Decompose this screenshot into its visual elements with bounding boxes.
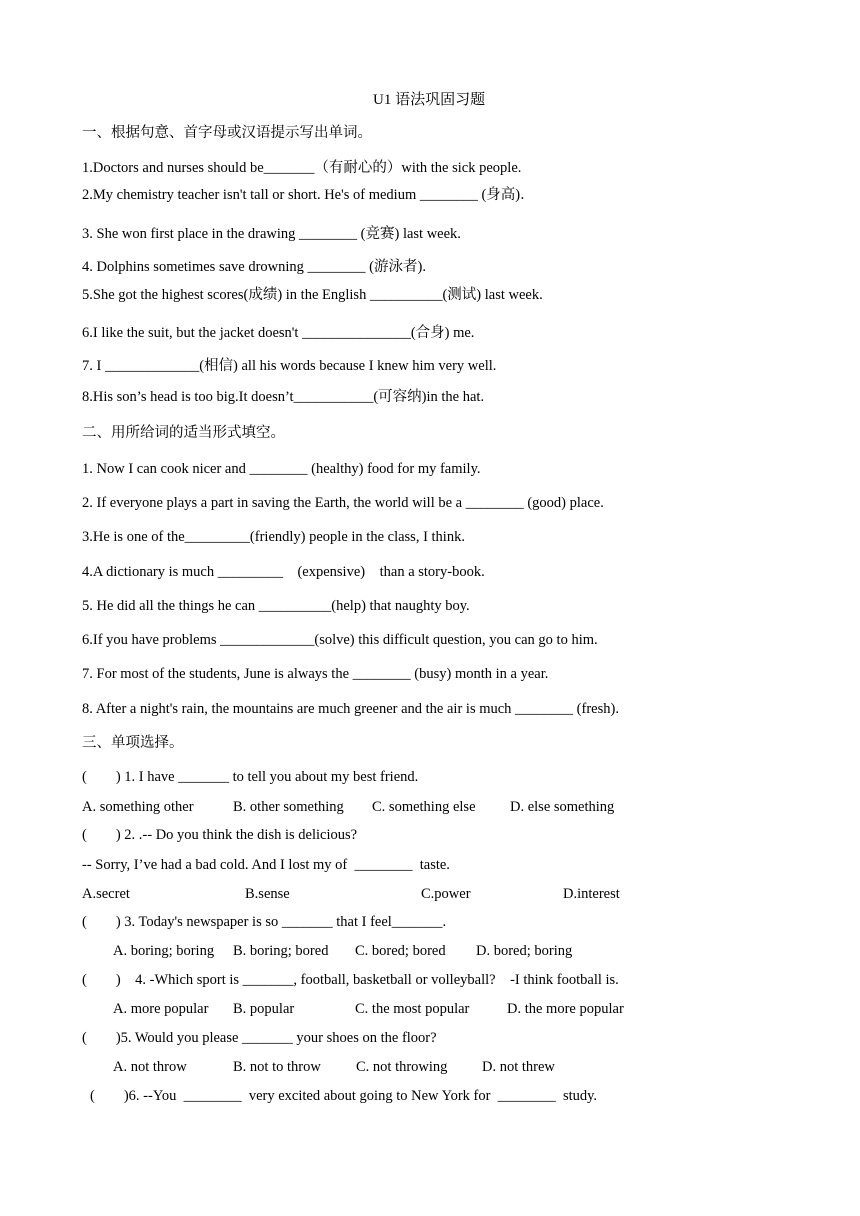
s2-question-4: 4.A dictionary is much _________ (expensive) than a story-book. [82,564,485,580]
s1-question-4: 4. Dolphins sometimes save drowning ________ (游泳者). [82,259,426,275]
mc4-option-b: B. popular [233,1001,295,1017]
mc4-option-a: A. more popular [113,1001,209,1017]
mc2-option-d: D.interest [563,886,620,902]
mc3-option-a: A. boring; boring [113,943,215,959]
s1-question-3: 3. She won first place in the drawing ________ (竞赛) last week. [82,226,461,242]
s2-question-3: 3.He is one of the_________(friendly) people in the class, I think. [82,529,465,545]
mc1-option-d: D. else something [510,799,615,815]
mc-question-6: ( )6. --You ________ very excited about going to New York for ________ study. [90,1088,598,1104]
s1-question-6: 6.I like the suit, but the jacket doesn't _______________(合身) me. [82,325,475,341]
section-1-heading: 一、根据句意、首字母或汉语提示写出单词。 [82,125,372,141]
mc1-option-c: C. something else [372,799,476,815]
mc3-option-c: C. bored; bored [355,943,446,959]
mc3-option-b: B. boring; bored [233,943,329,959]
s2-question-6: 6.If you have problems _____________(solve) this difficult question, you can go to him. [82,632,598,648]
mc4-option-c: C. the most popular [355,1001,470,1017]
mc2-option-a: A.secret [82,886,130,902]
page-title: U1 语法巩固习题 [373,92,486,108]
s1-question-7: 7. I _____________(相信) all his words because I knew him very well. [82,358,497,374]
mc1-option-b: B. other something [233,799,344,815]
s1-question-5: 5.She got the highest scores(成绩) in the English __________(测试) last week. [82,287,543,303]
mc-question-4: ( ) 4. -Which sport is _______, football, basketball or volleyball? -I think football is. [82,972,619,988]
mc5-option-c: C. not throwing [356,1059,448,1075]
section-3-heading: 三、单项选择。 [82,735,184,751]
mc5-option-a: A. not throw [113,1059,187,1075]
s2-question-8: 8. After a night's rain, the mountains are much greener and the air is much ________ (fresh). [82,701,619,717]
mc-question-5: ( )5. Would you please _______ your shoes on the floor? [82,1030,437,1046]
mc3-option-d: D. bored; boring [476,943,573,959]
mc2-option-c: C.power [421,886,471,902]
mc4-option-d: D. the more popular [507,1001,624,1017]
mc5-option-b: B. not to throw [233,1059,321,1075]
s2-question-7: 7. For most of the students, June is always the ________ (busy) month in a year. [82,666,549,682]
s2-question-2: 2. If everyone plays a part in saving the Earth, the world will be a ________ (good) place. [82,495,604,511]
mc-question-1: ( ) 1. I have _______ to tell you about my best friend. [82,769,419,785]
mc5-option-d: D. not threw [482,1059,555,1075]
mc-question-2: ( ) 2. .-- Do you think the dish is delicious? [82,827,358,843]
s1-question-2: 2.My chemistry teacher isn't tall or short. He's of medium ________ (身高)． [82,187,535,203]
section-2-heading: 二、用所给词的适当形式填空。 [82,425,285,441]
mc-question-2-reply: -- Sorry, I’ve had a bad cold. And I lost my of ________ taste. [82,857,450,873]
mc1-option-a: A. something other [82,799,194,815]
mc-question-3: ( ) 3. Today's newspaper is so _______ that I feel_______. [82,914,447,930]
s2-question-1: 1. Now I can cook nicer and ________ (healthy) food for my family. [82,461,481,477]
s1-question-8: 8.His son’s head is too big.It doesn’t___________(可容纳)in the hat. [82,389,485,405]
mc2-option-b: B.sense [245,886,290,902]
s1-question-1: 1.Doctors and nurses should be_______（有耐心的）with the sick people. [82,160,522,176]
s2-question-5: 5. He did all the things he can __________(help) that naughty boy. [82,598,470,614]
